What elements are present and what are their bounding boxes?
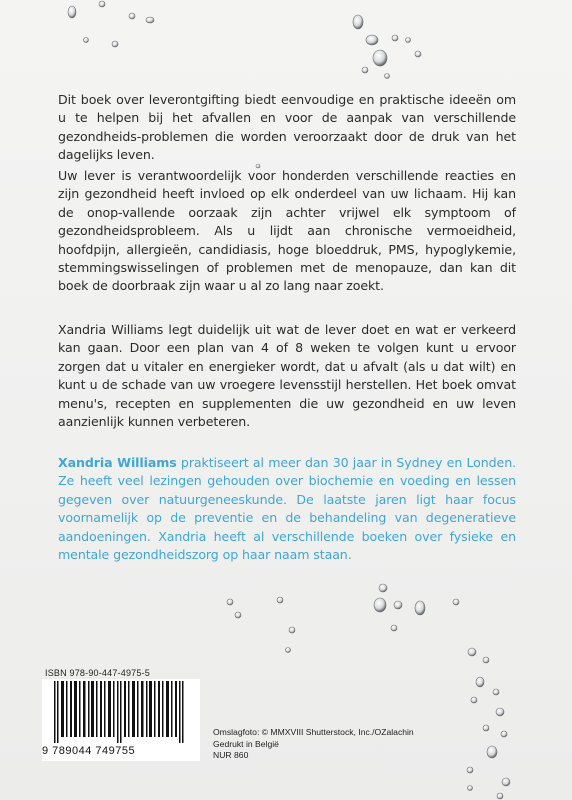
barcode-bars — [48, 681, 194, 743]
print-location: Gedrukt in België — [213, 738, 279, 749]
photo-credit: Omslagfoto: © MMXVIII Shutterstock, Inc./OZalachin — [213, 727, 414, 737]
author-bio-paragraph — [58, 454, 516, 564]
author-bio-text: praktiseert al meer dan 30 jaar in Sydney en Londen. Ze heeft veel lezingen gehouden over biochemie en voeding en lessen gegeven over natuurgeneeskunde. De laatste jaren ligt haar focus voornamelijk op de preventie en de behandeling van degeneratieve aandoeningen. Xandria heeft al verschillende boeken over fysieke en mentale gezondheidszorg op haar naam staan. — [58, 455, 516, 563]
intro-paragraph: Dit boek over leverontgifting biedt eenvoudige en praktische ideeën om u te helpen bij het afvallen en voor de aanpak van verschillende gezondheids-problemen die worden veroorzaakt door de druk van het dagelijks leven. — [58, 92, 516, 163]
isbn-label: ISBN 978-90-447-4975-5 — [45, 668, 150, 678]
liver-function-paragraph: Uw lever is verantwoordelijk voor honderden verschillende reacties en zijn gezondheid heeft invloed op elk onderdeel van uw lichaam. Hij kan de onop-vallende oorzaak zijn achter vrijwel elk symptoom of gezondheidsprobleem. Als u lijdt aan chronische vermoeidheid, hoofdpijn, allergieën, candidiasis, hoge bloeddruk, PMS, hypoglykemie, stemmingswisselingen of problemen met de menopauze, dan kan dit boek de doorbraak zijn waar u al zo lang naar zoekt. — [58, 168, 516, 294]
author-name: Xandria Williams — [58, 455, 177, 470]
plan-paragraph: Xandria Williams legt duidelijk uit wat de lever doet en wat er verkeerd kan gaan. Door een plan van 4 of 8 weken te volgen kunt u ervoor zorgen dat u vitaler en energieker wordt, dat u afvalt (als u dat wilt) en kunt u de schade van uw vroegere levensstijl herstellen. Het boek omvat menu's, recepten en supplementen die uw gezondheid en uw leven aanzienlijk kunnen verbeteren. — [58, 322, 516, 430]
nur-code: NUR 860 — [213, 750, 249, 760]
credits-block — [213, 727, 414, 762]
barcode — [42, 679, 200, 761]
barcode-number: 9 789044 749755 — [42, 745, 136, 757]
